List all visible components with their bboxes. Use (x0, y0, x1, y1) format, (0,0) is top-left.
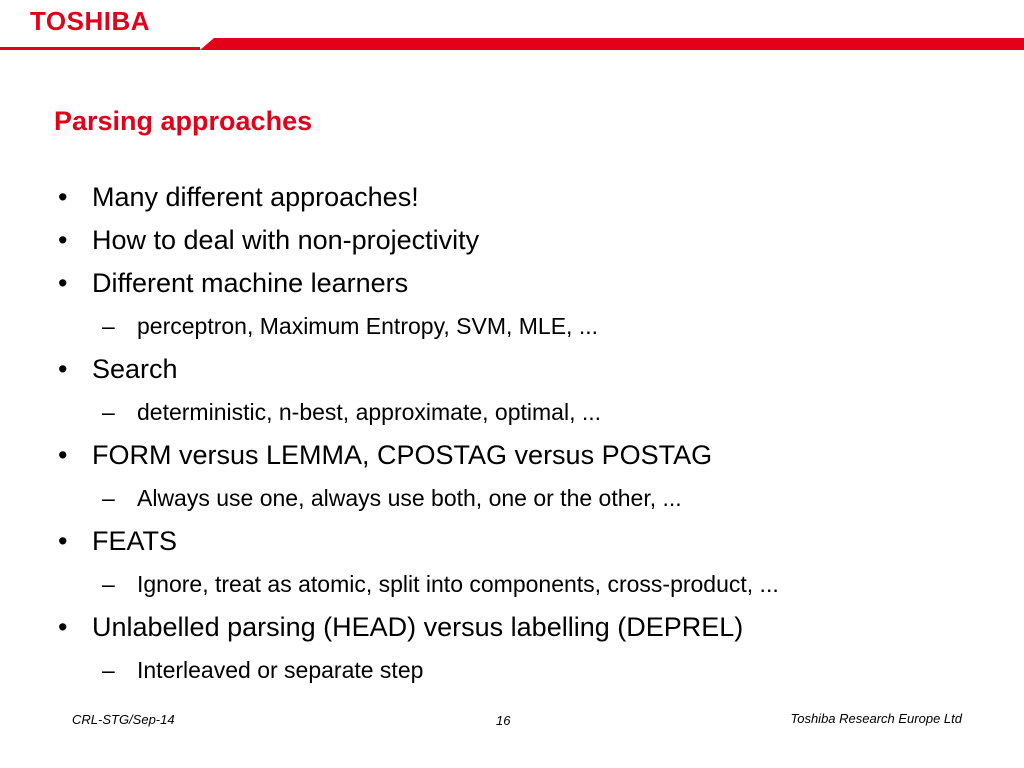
dash-icon: – (102, 313, 115, 339)
bullet-text: FORM versus LEMMA, CPOSTAG versus POSTAG (92, 440, 713, 470)
header-band-thin (0, 47, 200, 50)
bullet-dot-icon: • (58, 440, 68, 470)
sub-bullet-text: deterministic, n-best, approximate, optimal, ... (137, 399, 602, 425)
sub-bullet-text: Interleaved or separate step (137, 657, 424, 683)
sub-bullet-text: Ignore, treat as atomic, split into components, cross-product, ... (137, 571, 779, 597)
bullet-text: Search (92, 354, 178, 384)
bullet-text: How to deal with non-projectivity (92, 225, 480, 255)
bullet-dot-icon: • (58, 182, 68, 212)
bullet-dot-icon: • (58, 612, 68, 642)
header-band-thick (200, 38, 1024, 50)
bullet-dot-icon: • (58, 354, 68, 384)
bullet-dot-icon: • (58, 268, 68, 298)
dash-icon: – (102, 399, 115, 425)
dash-icon: – (102, 657, 115, 683)
bullet-text: Different machine learners (92, 268, 409, 298)
bullet-item (54, 262, 779, 348)
bullet-list (54, 176, 779, 692)
bullet-item (54, 520, 779, 606)
toshiba-logo: TOSHIBA (30, 6, 151, 36)
bullet-dot-icon: • (58, 225, 68, 255)
bullet-item (54, 606, 779, 692)
footer-right-text: Toshiba Research Europe Ltd (790, 711, 962, 726)
slide-title: Parsing approaches (54, 106, 313, 136)
bullet-text: Unlabelled parsing (HEAD) versus labelling (DEPREL) (92, 612, 744, 642)
bullet-item (54, 434, 779, 520)
sub-bullet-text: Always use one, always use both, one or the other, ... (137, 485, 682, 511)
footer-left-text: CRL-STG/Sep-14 (72, 712, 175, 727)
dash-icon: – (102, 571, 115, 597)
footer-page-number: 16 (496, 713, 511, 728)
bullet-text: Many different approaches! (92, 182, 419, 212)
sub-bullet-text: perceptron, Maximum Entropy, SVM, MLE, ... (137, 313, 598, 339)
header-red-band (0, 38, 1024, 50)
bullet-item (54, 176, 779, 219)
bullet-text: FEATS (92, 526, 178, 556)
bullet-item (54, 348, 779, 434)
dash-icon: – (102, 485, 115, 511)
bullet-dot-icon: • (58, 526, 68, 556)
bullet-item (54, 219, 779, 262)
